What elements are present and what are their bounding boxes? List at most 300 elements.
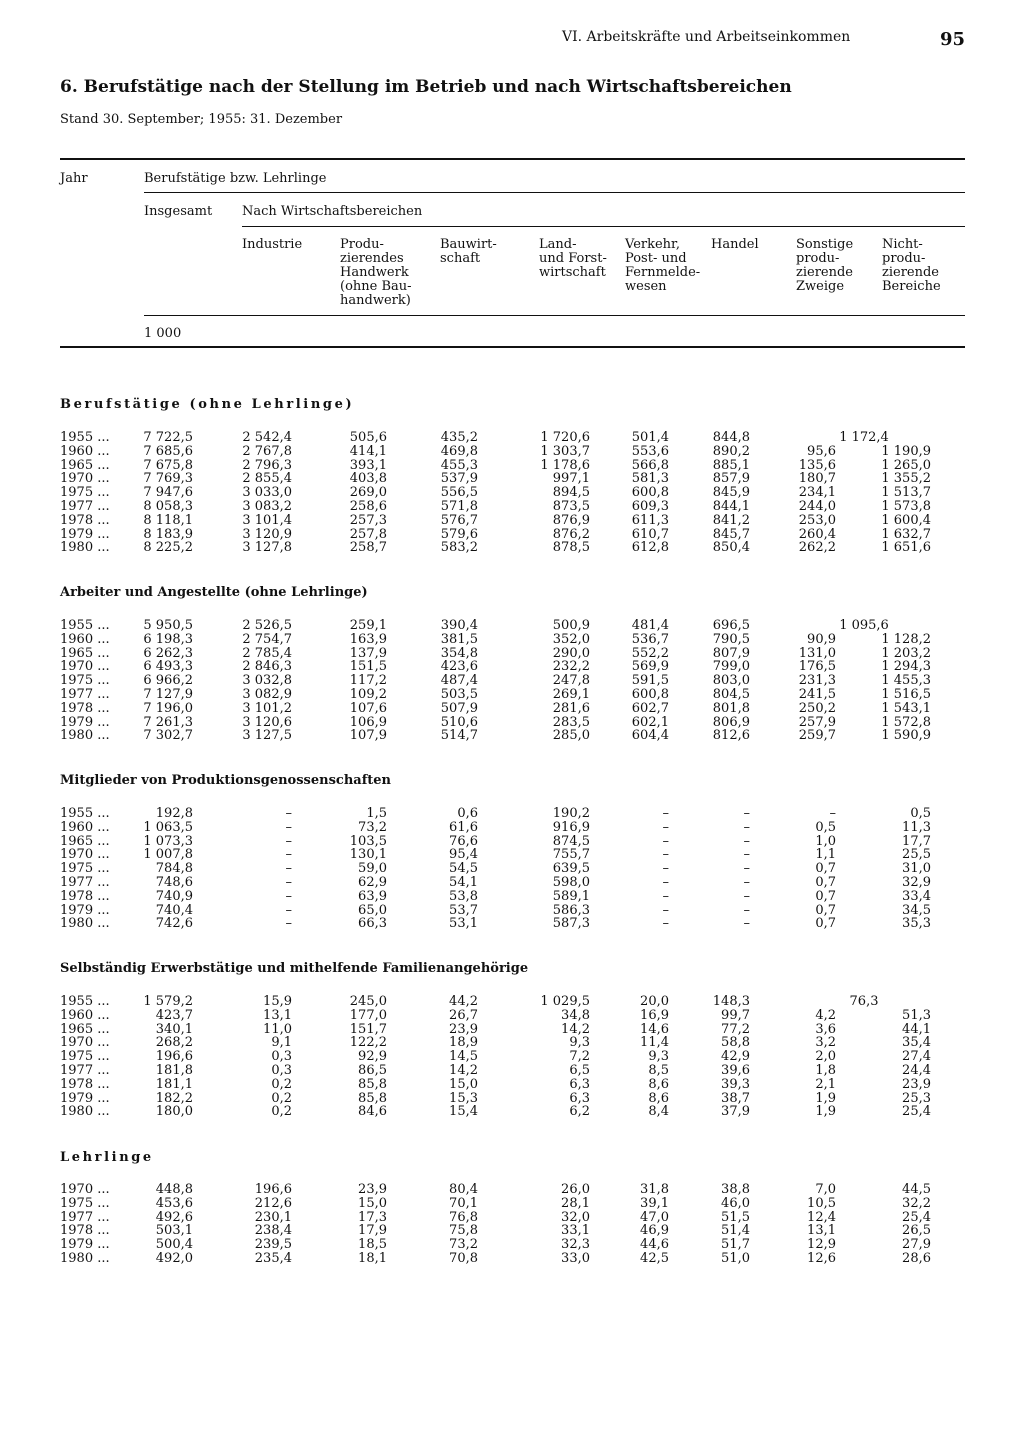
cell-bauwirtschaft: 390,4 [440, 618, 478, 633]
cell-handel: 39,3 [721, 1076, 750, 1092]
header-rule-2 [242, 226, 965, 227]
cell-land-forst: 639,5 [552, 861, 590, 877]
cell-jahr: 1979 ... [60, 902, 110, 918]
cell-jahr: 1980 ... [60, 1251, 110, 1266]
cell-verkehr: 602,7 [631, 700, 669, 716]
column-header-handel: Handel [711, 237, 759, 252]
cell-nichtproduzierend: 27,4 [902, 1049, 931, 1065]
cell-bauwirtschaft: 80,4 [449, 1182, 478, 1197]
cell-industrie: 2 767,8 [242, 443, 292, 459]
cell-handwerk: 17,3 [358, 1209, 387, 1225]
table-row [0, 619, 1024, 633]
cell-jahr: 1970 ... [60, 1182, 110, 1197]
cell-jahr: 1977 ... [60, 1209, 110, 1225]
cell-verkehr: 44,6 [640, 1237, 669, 1253]
cell-handel: 890,2 [712, 443, 750, 459]
cell-insgesamt: 5 950,5 [143, 618, 193, 633]
cell-verkehr: – [662, 861, 669, 877]
cell-land-forst: 269,1 [552, 687, 590, 702]
page-number: 95 [940, 29, 966, 50]
cell-verkehr: 602,1 [631, 714, 669, 730]
cell-sonstige: 250,2 [798, 700, 836, 716]
cell-industrie: 3 082,9 [242, 687, 292, 702]
cell-land-forst: 500,9 [552, 618, 590, 633]
cell-verkehr: 611,3 [631, 512, 669, 528]
cell-bauwirtschaft: 73,2 [449, 1237, 478, 1253]
cell-bauwirtschaft: 0,6 [457, 806, 478, 821]
cell-industrie: 238,4 [254, 1223, 292, 1239]
cell-industrie: – [285, 847, 292, 863]
cell-sonstige: 257,9 [798, 714, 836, 730]
cell-industrie: 2 526,5 [242, 618, 292, 633]
cell-verkehr: 8,6 [648, 1090, 669, 1106]
table-row [0, 1105, 1024, 1119]
cell-merged-sonstige-nichtproduzierend: 76,3 [849, 994, 879, 1009]
cell-land-forst: 232,2 [552, 659, 590, 675]
cell-insgesamt: 448,8 [155, 1182, 193, 1197]
cell-jahr: 1977 ... [60, 687, 110, 702]
cell-bauwirtschaft: 26,7 [449, 1007, 478, 1023]
cell-land-forst: 28,1 [561, 1195, 590, 1211]
cell-insgesamt: 8 118,1 [143, 512, 193, 528]
cell-handel: – [743, 847, 750, 863]
section-title: Selbständig Erwerbstätige und mithelfende Familienangehörige [60, 961, 529, 976]
cell-handel: 807,9 [712, 645, 750, 661]
cell-land-forst: 7,2 [569, 1049, 590, 1065]
cell-handel: 844,8 [712, 430, 750, 445]
cell-sonstige: 13,1 [807, 1223, 836, 1239]
cell-verkehr: – [662, 888, 669, 904]
cell-sonstige: 180,7 [798, 471, 836, 487]
cell-bauwirtschaft: 53,7 [449, 902, 478, 918]
table-row [0, 1197, 1024, 1211]
cell-verkehr: 581,3 [631, 471, 669, 487]
cell-land-forst: 587,3 [552, 916, 590, 932]
header-jahr: Jahr [60, 171, 88, 186]
table-row [0, 807, 1024, 821]
cell-handwerk: 84,6 [358, 1104, 387, 1120]
cell-handel: 51,5 [721, 1209, 750, 1225]
cell-bauwirtschaft: 556,5 [440, 485, 478, 501]
cell-handwerk: 177,0 [349, 1007, 387, 1023]
cell-insgesamt: 181,8 [155, 1063, 193, 1078]
cell-land-forst: 33,0 [561, 1251, 590, 1266]
cell-verkehr: 610,7 [631, 526, 669, 542]
cell-sonstige: 10,5 [807, 1195, 836, 1211]
cell-verkehr: 569,9 [631, 659, 669, 675]
cell-handel: 39,6 [721, 1063, 750, 1078]
cell-handwerk: 106,9 [349, 714, 387, 730]
cell-land-forst: 33,1 [561, 1223, 590, 1239]
cell-jahr: 1960 ... [60, 443, 110, 459]
cell-handwerk: 23,9 [358, 1182, 387, 1197]
cell-land-forst: 32,0 [561, 1209, 590, 1225]
cell-jahr: 1975 ... [60, 1195, 110, 1211]
cell-handel: 38,7 [721, 1090, 750, 1106]
cell-handel: 804,5 [712, 687, 750, 702]
cell-land-forst: 874,5 [552, 833, 590, 849]
cell-bauwirtschaft: 435,2 [440, 430, 478, 445]
cell-sonstige: 12,9 [807, 1237, 836, 1253]
cell-sonstige: 0,7 [815, 875, 836, 890]
cell-insgesamt: 8 058,3 [143, 499, 193, 514]
header-rule-3 [144, 315, 965, 316]
cell-nichtproduzierend: 0,5 [910, 806, 931, 821]
cell-nichtproduzierend: 1 516,5 [881, 687, 931, 702]
cell-nichtproduzierend: 28,6 [902, 1251, 931, 1266]
cell-handel: 77,2 [721, 1021, 750, 1037]
cell-jahr: 1977 ... [60, 499, 110, 514]
cell-verkehr: 501,4 [631, 430, 669, 445]
cell-land-forst: 14,2 [561, 1021, 590, 1037]
cell-handwerk: 269,0 [349, 485, 387, 501]
cell-sonstige: 1,0 [815, 833, 836, 849]
table-top-rule [60, 158, 965, 160]
table-row [0, 445, 1024, 459]
table-row [0, 688, 1024, 702]
cell-land-forst: 1 303,7 [540, 443, 590, 459]
cell-bauwirtschaft: 76,6 [449, 833, 478, 849]
cell-land-forst: 894,5 [552, 485, 590, 501]
table-row [0, 1036, 1024, 1050]
cell-bauwirtschaft: 18,9 [449, 1035, 478, 1051]
cell-sonstige: 253,0 [798, 512, 836, 528]
cell-insgesamt: 453,6 [155, 1195, 193, 1211]
cell-nichtproduzierend: 44,1 [902, 1021, 931, 1037]
cell-insgesamt: 7 302,7 [143, 728, 193, 744]
header-nach-bereichen: Nach Wirtschaftsbereichen [242, 204, 423, 219]
table-row [0, 431, 1024, 445]
cell-nichtproduzierend: 1 543,1 [881, 700, 931, 716]
table-row [0, 862, 1024, 876]
cell-land-forst: 873,5 [552, 499, 590, 514]
cell-verkehr: – [662, 875, 669, 890]
cell-handel: 803,0 [712, 673, 750, 689]
cell-insgesamt: 492,0 [155, 1251, 193, 1266]
cell-nichtproduzierend: 1 573,8 [881, 499, 931, 514]
cell-jahr: 1975 ... [60, 485, 110, 501]
cell-industrie: 2 846,3 [242, 659, 292, 675]
cell-industrie: 235,4 [254, 1251, 292, 1266]
cell-verkehr: – [662, 847, 669, 863]
cell-handel: 799,0 [712, 659, 750, 675]
cell-nichtproduzierend: 1 190,9 [881, 443, 931, 459]
cell-insgesamt: 7 769,3 [143, 471, 193, 487]
cell-handel: 37,9 [721, 1104, 750, 1120]
cell-bauwirtschaft: 579,6 [440, 526, 478, 542]
header-insgesamt: Insgesamt [144, 204, 213, 219]
cell-handel: 38,8 [721, 1182, 750, 1197]
cell-nichtproduzierend: 35,4 [902, 1035, 931, 1051]
cell-bauwirtschaft: 455,3 [440, 457, 478, 473]
cell-verkehr: – [662, 806, 669, 821]
cell-handwerk: 245,0 [349, 994, 387, 1009]
cell-verkehr: 11,4 [640, 1035, 669, 1051]
table-row [0, 729, 1024, 743]
cell-land-forst: 32,3 [561, 1237, 590, 1253]
cell-industrie: 2 855,4 [242, 471, 292, 487]
cell-industrie: – [285, 833, 292, 849]
cell-industrie: 230,1 [254, 1209, 292, 1225]
cell-handel: 696,5 [712, 618, 750, 633]
cell-handwerk: 59,0 [358, 861, 387, 877]
cell-handel: 845,9 [712, 485, 750, 501]
cell-nichtproduzierend: 25,4 [902, 1209, 931, 1225]
cell-industrie: 0,3 [271, 1049, 292, 1065]
cell-handel: – [743, 875, 750, 890]
cell-handel: 812,6 [712, 728, 750, 744]
cell-nichtproduzierend: 26,5 [902, 1223, 931, 1239]
cell-verkehr: – [662, 916, 669, 932]
cell-industrie: 3 083,2 [242, 499, 292, 514]
table-row [0, 995, 1024, 1009]
header-berufstaetige: Berufstätige bzw. Lehrlinge [144, 171, 327, 186]
cell-insgesamt: 181,1 [155, 1076, 193, 1092]
cell-sonstige: 135,6 [798, 457, 836, 473]
cell-insgesamt: 7 722,5 [143, 430, 193, 445]
cell-bauwirtschaft: 76,8 [449, 1209, 478, 1225]
cell-land-forst: 1 720,6 [540, 430, 590, 445]
cell-land-forst: 755,7 [552, 847, 590, 863]
cell-industrie: 2 796,3 [242, 457, 292, 473]
cell-jahr: 1965 ... [60, 645, 110, 661]
cell-verkehr: 552,2 [631, 645, 669, 661]
cell-insgesamt: 6 198,3 [143, 631, 193, 647]
table-row [0, 1211, 1024, 1225]
cell-bauwirtschaft: 381,5 [440, 631, 478, 647]
cell-jahr: 1955 ... [60, 994, 110, 1009]
cell-handel: – [743, 819, 750, 835]
cell-insgesamt: 740,9 [155, 888, 193, 904]
table-row [0, 1064, 1024, 1078]
cell-insgesamt: 192,8 [155, 806, 193, 821]
cell-jahr: 1960 ... [60, 1007, 110, 1023]
cell-jahr: 1980 ... [60, 916, 110, 932]
section-title: Mitglieder von Produktionsgenossenschaften [60, 773, 392, 788]
cell-land-forst: 589,1 [552, 888, 590, 904]
cell-land-forst: 285,0 [552, 728, 590, 744]
cell-jahr: 1955 ... [60, 430, 110, 445]
cell-jahr: 1978 ... [60, 1076, 110, 1092]
cell-sonstige: 1,9 [815, 1104, 836, 1120]
cell-handwerk: 85,8 [358, 1090, 387, 1106]
cell-sonstige: 0,5 [815, 819, 836, 835]
cell-nichtproduzierend: 27,9 [902, 1237, 931, 1253]
cell-bauwirtschaft: 354,8 [440, 645, 478, 661]
cell-handwerk: 163,9 [349, 631, 387, 647]
cell-insgesamt: 8 183,9 [143, 526, 193, 542]
cell-land-forst: 1 029,5 [540, 994, 590, 1009]
cell-sonstige: 7,0 [815, 1182, 836, 1197]
cell-bauwirtschaft: 14,5 [449, 1049, 478, 1065]
column-header-nichtproduzierend: Nicht- produ- zierende Bereiche [882, 237, 941, 294]
cell-land-forst: 6,5 [569, 1063, 590, 1078]
cell-handwerk: 66,3 [358, 916, 387, 932]
cell-sonstige: 12,6 [807, 1251, 836, 1266]
cell-jahr: 1960 ... [60, 631, 110, 647]
cell-jahr: 1970 ... [60, 1035, 110, 1051]
cell-bauwirtschaft: 54,1 [449, 875, 478, 890]
cell-land-forst: 352,0 [552, 631, 590, 647]
cell-handel: 51,0 [721, 1251, 750, 1266]
table-row [0, 876, 1024, 890]
cell-jahr: 1979 ... [60, 1090, 110, 1106]
cell-sonstige: 3,6 [815, 1021, 836, 1037]
cell-sonstige: 231,3 [798, 673, 836, 689]
cell-handel: 51,7 [721, 1237, 750, 1253]
column-header-land-forst: Land- und Forst- wirtschaft [539, 237, 607, 280]
cell-land-forst: 9,3 [569, 1035, 590, 1051]
cell-sonstige: 90,9 [807, 631, 836, 647]
cell-verkehr: 566,8 [631, 457, 669, 473]
cell-jahr: 1965 ... [60, 833, 110, 849]
cell-land-forst: 1 178,6 [540, 457, 590, 473]
cell-nichtproduzierend: 1 513,7 [881, 485, 931, 501]
cell-nichtproduzierend: 1 455,3 [881, 673, 931, 689]
table-row [0, 1092, 1024, 1106]
cell-jahr: 1977 ... [60, 1063, 110, 1078]
cell-handel: 46,0 [721, 1195, 750, 1211]
cell-handwerk: 107,9 [349, 728, 387, 744]
cell-nichtproduzierend: 1 600,4 [881, 512, 931, 528]
cell-jahr: 1970 ... [60, 659, 110, 675]
cell-verkehr: 604,4 [631, 728, 669, 744]
cell-handwerk: 1,5 [366, 806, 387, 821]
cell-jahr: 1965 ... [60, 457, 110, 473]
cell-handwerk: 109,2 [349, 687, 387, 702]
cell-jahr: 1960 ... [60, 819, 110, 835]
cell-jahr: 1955 ... [60, 806, 110, 821]
cell-bauwirtschaft: 423,6 [440, 659, 478, 675]
cell-verkehr: 600,8 [631, 687, 669, 702]
table-row [0, 821, 1024, 835]
cell-jahr: 1978 ... [60, 888, 110, 904]
cell-insgesamt: 784,8 [155, 861, 193, 877]
cell-bauwirtschaft: 53,1 [449, 916, 478, 932]
cell-insgesamt: 742,6 [155, 916, 193, 932]
cell-handwerk: 15,0 [358, 1195, 387, 1211]
cell-nichtproduzierend: 24,4 [902, 1063, 931, 1078]
cell-industrie: 0,3 [271, 1063, 292, 1078]
cell-handwerk: 258,7 [349, 540, 387, 556]
cell-handel: 844,1 [712, 499, 750, 514]
cell-verkehr: 8,5 [648, 1063, 669, 1078]
cell-jahr: 1978 ... [60, 700, 110, 716]
cell-bauwirtschaft: 576,7 [440, 512, 478, 528]
cell-handel: 148,3 [712, 994, 750, 1009]
cell-industrie: 0,2 [271, 1104, 292, 1120]
cell-industrie: 212,6 [254, 1195, 292, 1211]
table-row [0, 1238, 1024, 1252]
cell-insgesamt: 182,2 [155, 1090, 193, 1106]
cell-verkehr: – [662, 819, 669, 835]
cell-industrie: 196,6 [254, 1182, 292, 1197]
table-row [0, 1224, 1024, 1238]
cell-handwerk: 107,6 [349, 700, 387, 716]
cell-industrie: – [285, 916, 292, 932]
cell-nichtproduzierend: 25,3 [902, 1090, 931, 1106]
table-row [0, 541, 1024, 555]
cell-handel: – [743, 833, 750, 849]
cell-handel: – [743, 888, 750, 904]
table-row [0, 904, 1024, 918]
cell-sonstige: 3,2 [815, 1035, 836, 1051]
cell-sonstige: 0,7 [815, 861, 836, 877]
cell-sonstige: 1,1 [815, 847, 836, 863]
cell-insgesamt: 492,6 [155, 1209, 193, 1225]
cell-nichtproduzierend: 1 294,3 [881, 659, 931, 675]
cell-insgesamt: 748,6 [155, 875, 193, 890]
cell-sonstige: 0,7 [815, 888, 836, 904]
cell-insgesamt: 7 127,9 [143, 687, 193, 702]
cell-land-forst: 997,1 [552, 471, 590, 487]
cell-industrie: 0,2 [271, 1090, 292, 1106]
cell-merged-sonstige-nichtproduzierend: 1 172,4 [839, 430, 889, 445]
cell-bauwirtschaft: 70,8 [449, 1251, 478, 1266]
cell-nichtproduzierend: 25,5 [902, 847, 931, 863]
column-header-industrie: Industrie [242, 237, 303, 252]
cell-land-forst: 26,0 [561, 1182, 590, 1197]
cell-bauwirtschaft: 53,8 [449, 888, 478, 904]
cell-merged-sonstige-nichtproduzierend: 1 095,6 [839, 618, 889, 633]
cell-bauwirtschaft: 571,8 [440, 499, 478, 514]
cell-nichtproduzierend: 1 203,2 [881, 645, 931, 661]
header-rule-1 [144, 192, 965, 193]
cell-jahr: 1979 ... [60, 714, 110, 730]
cell-sonstige: 176,5 [798, 659, 836, 675]
cell-nichtproduzierend: 35,3 [902, 916, 931, 932]
cell-bauwirtschaft: 537,9 [440, 471, 478, 487]
cell-insgesamt: 7 947,6 [143, 485, 193, 501]
cell-handwerk: 137,9 [349, 645, 387, 661]
cell-handwerk: 393,1 [349, 457, 387, 473]
cell-industrie: 2 754,7 [242, 631, 292, 647]
table-row [0, 1078, 1024, 1092]
cell-handwerk: 85,8 [358, 1076, 387, 1092]
cell-jahr: 1979 ... [60, 1237, 110, 1253]
cell-industrie: 9,1 [271, 1035, 292, 1051]
cell-industrie: – [285, 902, 292, 918]
cell-sonstige: 260,4 [798, 526, 836, 542]
unit-label: 1 000 [144, 326, 182, 341]
cell-handel: 790,5 [712, 631, 750, 647]
cell-handwerk: 65,0 [358, 902, 387, 918]
cell-industrie: 3 032,8 [242, 673, 292, 689]
cell-nichtproduzierend: 51,3 [902, 1007, 931, 1023]
table-row [0, 702, 1024, 716]
cell-land-forst: 283,5 [552, 714, 590, 730]
cell-handwerk: 122,2 [349, 1035, 387, 1051]
cell-jahr: 1978 ... [60, 512, 110, 528]
cell-land-forst: 34,8 [561, 1007, 590, 1023]
cell-sonstige: – [829, 806, 836, 821]
cell-land-forst: 247,8 [552, 673, 590, 689]
cell-jahr: 1980 ... [60, 1104, 110, 1120]
cell-verkehr: 481,4 [631, 618, 669, 633]
page-title: 6. Berufstätige nach der Stellung im Betrieb und nach Wirtschaftsbereichen [60, 77, 792, 97]
cell-sonstige: 2,1 [815, 1076, 836, 1092]
cell-sonstige: 1,9 [815, 1090, 836, 1106]
cell-bauwirtschaft: 487,4 [440, 673, 478, 689]
table-row [0, 848, 1024, 862]
cell-insgesamt: 180,0 [155, 1104, 193, 1120]
cell-nichtproduzierend: 34,5 [902, 902, 931, 918]
cell-handel: 850,4 [712, 540, 750, 556]
cell-insgesamt: 503,1 [155, 1223, 193, 1239]
cell-jahr: 1979 ... [60, 526, 110, 542]
cell-handwerk: 257,3 [349, 512, 387, 528]
cell-nichtproduzierend: 31,0 [902, 861, 931, 877]
